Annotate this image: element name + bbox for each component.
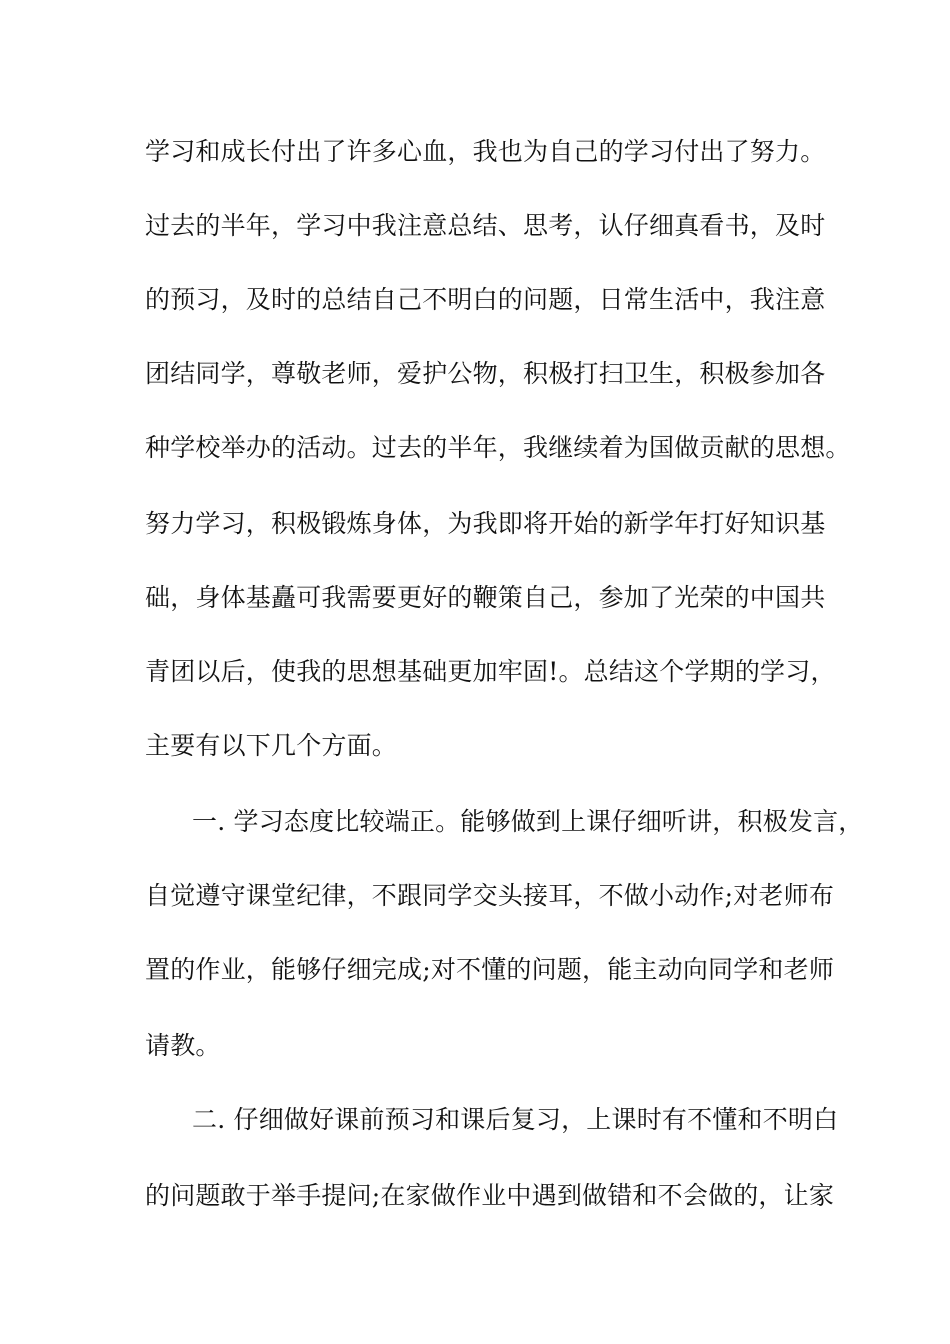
text-line: 团结同学，尊敬老师，爱护公物，积极打扫卫生，积极参加各 <box>145 359 826 388</box>
text-line: 一. 学习态度比较端正。能够做到上课仔细听讲，积极发言， <box>192 807 864 836</box>
text-line: 置的作业，能够仔细完成;对不懂的问题，能主动向同学和老师 <box>145 955 835 984</box>
text-line: 请教。 <box>145 1031 221 1060</box>
text-line: 二. 仔细做好课前预习和课后复习，上课时有不懂和不明白 <box>192 1105 839 1134</box>
text-line: 种学校举办的活动。过去的半年，我继续着为国做贡献的思想。 <box>145 433 851 462</box>
text-line: 学习和成长付出了许多心血，我也为自己的学习付出了努力。 <box>145 137 826 166</box>
text-line: 础，身体基矗可我需要更好的鞭策自己，参加了光荣的中国共 <box>145 583 826 612</box>
text-line: 自觉遵守课堂纪律，不跟同学交头接耳，不做小动作;对老师布 <box>145 881 835 910</box>
text-line: 努力学习，积极锻炼身体，为我即将开始的新学年打好知识基 <box>145 509 826 538</box>
text-line: 过去的半年，学习中我注意总结、思考，认仔细真看书，及时 <box>145 211 826 240</box>
text-line: 主要有以下几个方面。 <box>145 731 398 760</box>
text-line: 青团以后，使我的思想基础更加牢固!。总结这个学期的学习， <box>145 657 836 686</box>
text-line: 的问题敢于举手提问;在家做作业中遇到做错和不会做的，让家 <box>145 1181 835 1210</box>
text-line: 的预习，及时的总结自己不明白的问题，日常生活中，我注意 <box>145 285 826 314</box>
